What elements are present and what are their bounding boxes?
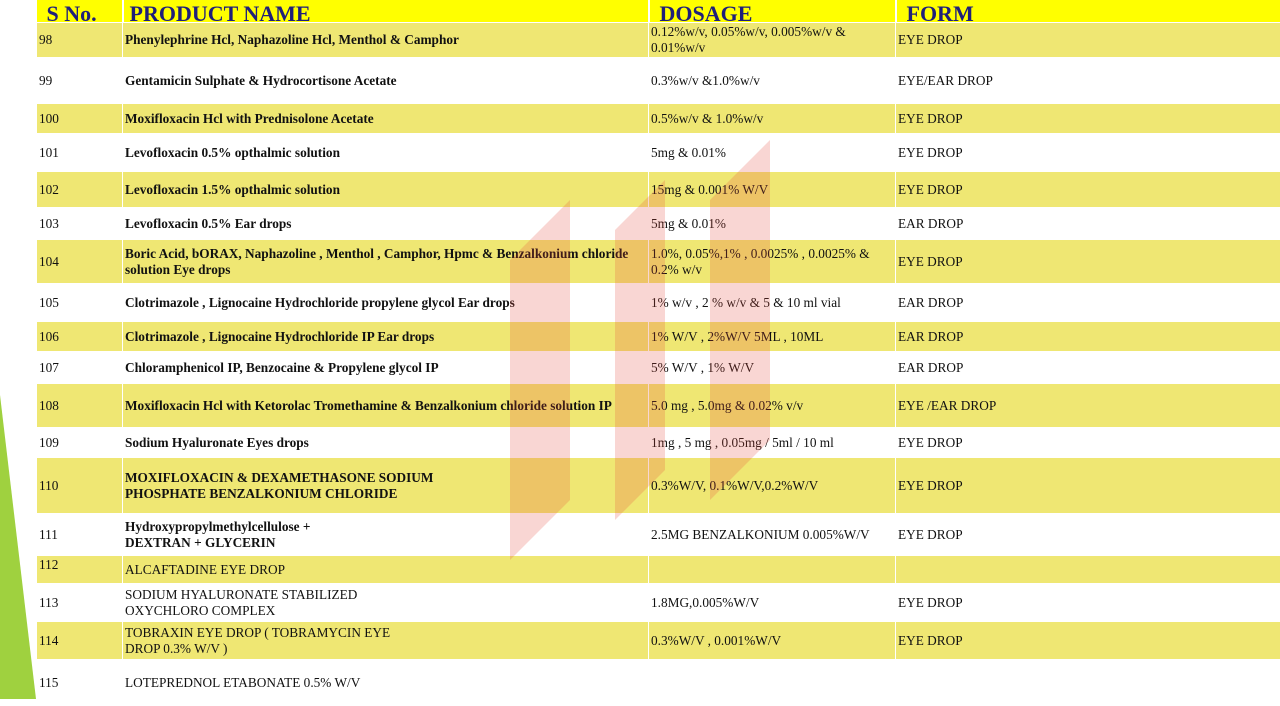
row-form: EAR DROP (896, 208, 1280, 240)
table-row (37, 584, 1280, 622)
row-dosage: 5.0 mg , 5.0mg & 0.02% v/v (649, 384, 896, 428)
row-form: EYE DROP (896, 104, 1280, 134)
row-product-name: Sodium Hyaluronate Eyes drops (123, 428, 649, 458)
header-product: PRODUCT NAME (123, 0, 649, 23)
row-dosage: 0.12%w/v, 0.05%w/v, 0.005%w/v & 0.01%w/v (649, 23, 896, 58)
row-form: EYE DROP (896, 172, 1280, 208)
table-row (37, 284, 1280, 322)
header-form: FORM (896, 0, 1280, 23)
row-product-name: Moxifloxacin Hcl with Ketorolac Tromethamine & Benzalkonium chloride solution IP (123, 384, 649, 428)
row-sno: 115 (37, 660, 123, 706)
table-row (37, 208, 1280, 240)
row-product-name: TOBRAXIN EYE DROP ( TOBRAMYCIN EYE DROP 0.3% W/V ) (123, 622, 649, 660)
row-form: EAR DROP (896, 284, 1280, 322)
row-product-name: Gentamicin Sulphate & Hydrocortisone Acetate (123, 58, 649, 104)
row-sno: 114 (37, 622, 123, 660)
row-sno: 101 (37, 134, 123, 172)
row-dosage: 5% W/V , 1% W/V (649, 352, 896, 384)
header-row (37, 0, 1280, 23)
row-product-name: Moxifloxacin Hcl with Prednisolone Acetate (123, 104, 649, 134)
row-dosage: 0.3%w/v &1.0%w/v (649, 58, 896, 104)
row-dosage: 2.5MG BENZALKONIUM 0.005%W/V (649, 514, 896, 556)
row-dosage: 5mg & 0.01% (649, 208, 896, 240)
row-sno: 109 (37, 428, 123, 458)
decorative-triangle (0, 0, 40, 699)
row-product-name: Levofloxacin 0.5% opthalmic solution (123, 134, 649, 172)
row-dosage: 0.3%W/V , 0.001%W/V (649, 622, 896, 660)
row-product-name: Phenylephrine Hcl, Naphazoline Hcl, Menthol & Camphor (123, 23, 649, 58)
row-sno: 108 (37, 384, 123, 428)
row-sno: 103 (37, 208, 123, 240)
table-row (37, 240, 1280, 284)
row-sno: 99 (37, 58, 123, 104)
row-dosage: 1% W/V , 2%W/V 5ML , 10ML (649, 322, 896, 352)
row-product-name: Clotrimazole , Lignocaine Hydrochloride propylene glycol Ear drops (123, 284, 649, 322)
row-product-name: Levofloxacin 1.5% opthalmic solution (123, 172, 649, 208)
row-dosage: 5mg & 0.01% (649, 134, 896, 172)
row-product-name: Levofloxacin 0.5% Ear drops (123, 208, 649, 240)
table-row (37, 352, 1280, 384)
row-form: EYE DROP (896, 584, 1280, 622)
row-sno: 111 (37, 514, 123, 556)
row-product-name: Chloramphenicol IP, Benzocaine & Propylene glycol IP (123, 352, 649, 384)
row-dosage: 1.0%, 0.05%,1% , 0.0025% , 0.0025% & 0.2% w/v (649, 240, 896, 284)
products-table (36, 0, 1280, 706)
table-row (37, 458, 1280, 514)
table-row (37, 172, 1280, 208)
row-form: EYE DROP (896, 514, 1280, 556)
row-dosage: 1mg , 5 mg , 0.05mg / 5ml / 10 ml (649, 428, 896, 458)
row-form: EYE DROP (896, 134, 1280, 172)
header-dosage: DOSAGE (649, 0, 896, 23)
table-row (37, 134, 1280, 172)
row-product-name: SODIUM HYALURONATE STABILIZED OXYCHLORO COMPLEX (123, 584, 649, 622)
row-form: EYE DROP (896, 240, 1280, 284)
row-product-name: Clotrimazole , Lignocaine Hydrochloride IP Ear drops (123, 322, 649, 352)
table-row (37, 514, 1280, 556)
row-sno: 107 (37, 352, 123, 384)
row-form: EYE/EAR DROP (896, 58, 1280, 104)
table-row (37, 428, 1280, 458)
header-sno: S No. (37, 0, 123, 23)
row-form: EYE DROP (896, 458, 1280, 514)
row-dosage: 1.8MG,0.005%W/V (649, 584, 896, 622)
row-form: EAR DROP (896, 322, 1280, 352)
row-product-name: ALCAFTADINE EYE DROP (123, 556, 649, 584)
row-sno: 100 (37, 104, 123, 134)
row-form: EAR DROP (896, 352, 1280, 384)
row-product-name: Boric Acid, bORAX, Naphazoline , Menthol , Camphor, Hpmc & Benzalkonium chloride solution Eye drops (123, 240, 649, 284)
row-form: EYE /EAR DROP (896, 384, 1280, 428)
row-dosage (649, 556, 896, 584)
row-sno: 112 (37, 556, 123, 584)
table-row (37, 384, 1280, 428)
table-row (37, 23, 1280, 58)
row-sno: 106 (37, 322, 123, 352)
row-sno: 104 (37, 240, 123, 284)
table-row (37, 556, 1280, 584)
row-sno: 98 (37, 23, 123, 58)
row-product-name: LOTEPREDNOL ETABONATE 0.5% W/V (123, 660, 649, 706)
row-sno: 113 (37, 584, 123, 622)
table-row (37, 104, 1280, 134)
row-dosage: 0.3%W/V, 0.1%W/V,0.2%W/V (649, 458, 896, 514)
row-sno: 105 (37, 284, 123, 322)
row-product-name: MOXIFLOXACIN & DEXAMETHASONE SODIUM PHOSPHATE BENZALKONIUM CHLORIDE (123, 458, 649, 514)
table-row (37, 622, 1280, 660)
table-row (37, 322, 1280, 352)
row-sno: 110 (37, 458, 123, 514)
row-form (896, 556, 1280, 584)
row-form: EYE DROP (896, 622, 1280, 660)
row-form: EYE DROP (896, 428, 1280, 458)
row-product-name: Hydroxypropylmethylcellulose + DEXTRAN + GLYCERIN (123, 514, 649, 556)
table-row (37, 58, 1280, 104)
row-dosage: 15mg & 0.001% W/V (649, 172, 896, 208)
row-sno: 102 (37, 172, 123, 208)
row-form: EYE DROP (896, 23, 1280, 58)
row-dosage: 1% w/v , 2 % w/v & 5 & 10 ml vial (649, 284, 896, 322)
row-dosage: 0.5%w/v & 1.0%w/v (649, 104, 896, 134)
